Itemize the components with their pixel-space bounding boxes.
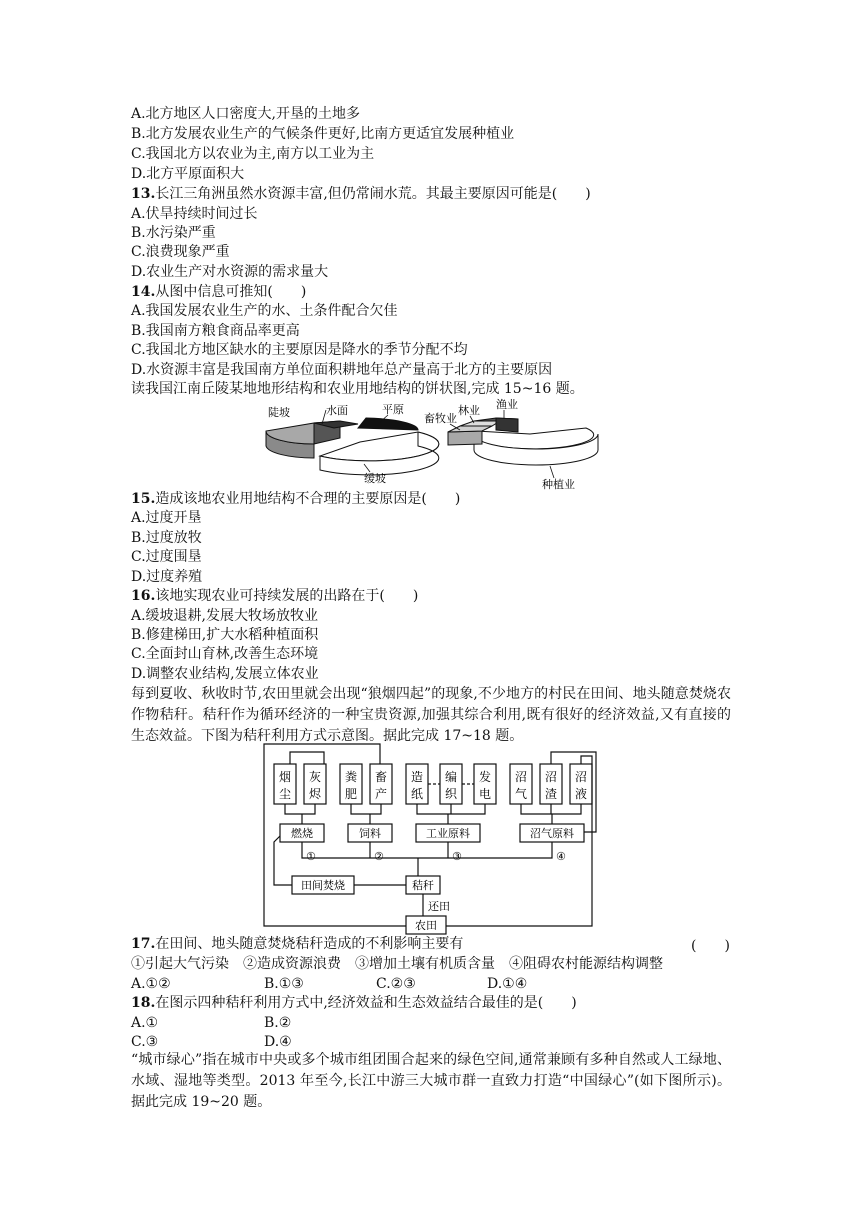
box-smoke-dust-1: 烟 bbox=[278, 770, 292, 784]
intro-19-20: “城市绿心”指在城市中央或多个城市组团围合起来的绿色空间,通常兼顾有多种自然或人工绿地、水域、湿地等类型。2013 年至今,长江中游三大城市群一直致力打造“中国绿心”(如下图所示)。据此完成 19~20 题。 bbox=[131, 1052, 731, 1110]
box-straw-label: 秸秆 bbox=[412, 879, 434, 892]
intro-17-18: 每到夏收、秋收时节,农田里就会出现“狼烟四起”的现象,不少地方的村民在田间、地头随意焚烧农作物秸秆。秸秆作为循环经济的一种宝贵资源,加强其综合利用,既有很好的经济效益,又有直接的生态效益。下图为秸秆利用方式示意图。据此完成 17~18 题。 bbox=[131, 686, 731, 744]
pie-slice-animal bbox=[448, 431, 482, 445]
q13-option-a: A.伏旱持续时间过长 bbox=[131, 206, 258, 222]
box-power-1: 发 bbox=[478, 770, 492, 784]
label-gentle-slope: 缓坡 bbox=[364, 472, 386, 485]
q13-stem: 长江三角洲虽然水资源丰富,但仍常闹水荒。其最主要原因可能是( ) bbox=[155, 186, 591, 202]
q15-option-d: D.过度养殖 bbox=[131, 569, 203, 585]
box-smoke-dust-2: 尘 bbox=[278, 787, 292, 801]
pie-slice-forest bbox=[460, 421, 500, 426]
pie-slice-plain bbox=[358, 418, 418, 430]
pie-charts-figure bbox=[260, 398, 620, 490]
q16-option-c: C.全面封山育林,改善生态环境 bbox=[131, 646, 319, 662]
box-weaving-1: 编 bbox=[444, 770, 458, 784]
label-plain: 平原 bbox=[382, 403, 404, 416]
box-farmland-label: 农田 bbox=[415, 919, 437, 932]
q17-stem-line bbox=[131, 935, 463, 953]
q15-option-b: B.过度放牧 bbox=[131, 530, 202, 546]
label-water: 水面 bbox=[326, 404, 348, 417]
box-ash-2: 烬 bbox=[308, 787, 322, 801]
branch-number-4: ④ bbox=[556, 850, 566, 863]
box-biogas-residue-1: 沼 bbox=[544, 770, 558, 784]
q15-option-c: C.过度围垦 bbox=[131, 549, 202, 565]
box-burning-label: 燃烧 bbox=[291, 827, 313, 840]
branch-number-1: ① bbox=[306, 850, 316, 863]
q13-option-c: C.浪费现象严重 bbox=[131, 244, 230, 260]
q14-number: 14. bbox=[131, 284, 156, 300]
box-biogas-2: 气 bbox=[514, 787, 528, 801]
box-biogas-slurry-1: 沼 bbox=[574, 770, 588, 784]
box-field-burning-label: 田间焚烧 bbox=[301, 879, 345, 892]
q12-option-a: A.北方地区人口密度大,开垦的土地多 bbox=[131, 106, 361, 122]
q15-stem-line bbox=[131, 490, 460, 508]
box-weaving-2: 织 bbox=[444, 787, 458, 801]
box-power-2: 电 bbox=[478, 787, 492, 801]
q18-number: 18. bbox=[131, 995, 156, 1011]
q14-option-a: A.我国发展农业生产的水、土条件配合欠佳 bbox=[131, 303, 398, 319]
q16-option-b: B.修建梯田,扩大水稻种植面积 bbox=[131, 627, 319, 643]
q13-option-b: B.水污染严重 bbox=[131, 225, 216, 241]
q15-number: 15. bbox=[131, 491, 156, 507]
q17-statements: ①引起大气污染 ②造成资源浪费 ③增加土壤有机质含量 ④阻碍农村能源结构调整 bbox=[131, 956, 663, 972]
q14-option-d: D.水资源丰富是我国南方单位面积耕地年总产量高于北方的主要原因 bbox=[131, 362, 553, 378]
q17-answer-paren: ( ) bbox=[691, 938, 730, 954]
branch-number-3: ③ bbox=[452, 850, 462, 863]
box-industrial-material-label: 工业原料 bbox=[426, 827, 470, 840]
straw-flowchart bbox=[260, 740, 600, 938]
label-steep-slope: 陡坡 bbox=[268, 406, 290, 419]
q14-option-b: B.我国南方粮食商品率更高 bbox=[131, 323, 300, 339]
q18-option-b: B.② bbox=[264, 1015, 292, 1031]
q16-option-a: A.缓坡退耕,发展大牧场放牧业 bbox=[131, 608, 319, 624]
box-manure-1: 粪 bbox=[344, 770, 358, 784]
q13-option-d: D.农业生产对水资源的需求量大 bbox=[131, 264, 329, 280]
label-crop: 种植业 bbox=[542, 478, 575, 490]
label-forest: 林业 bbox=[458, 404, 480, 417]
q16-option-d: D.调整农业结构,发展立体农业 bbox=[131, 666, 319, 682]
intro-15-16: 读我国江南丘陵某地地形结构和农业用地结构的饼状图,完成 15~16 题。 bbox=[131, 381, 584, 397]
q16-stem: 该地实现农业可持续发展的出路在于( ) bbox=[155, 588, 419, 604]
label-animal: 畜牧业 bbox=[424, 412, 457, 425]
q12-option-d: D.北方平原面积大 bbox=[131, 166, 245, 182]
box-biogas-residue-2: 渣 bbox=[544, 787, 558, 801]
box-biogas-slurry-2: 液 bbox=[574, 787, 588, 801]
q18-option-a: A.① bbox=[131, 1015, 159, 1031]
box-livestock-2: 产 bbox=[374, 787, 388, 801]
box-livestock-1: 畜 bbox=[374, 770, 388, 784]
q15-stem: 造成该地农业用地结构不合理的主要原因是( ) bbox=[155, 491, 461, 507]
q16-stem-line bbox=[131, 587, 418, 605]
q17-option-a: A.①② bbox=[131, 976, 171, 992]
box-biogas-material-label: 沼气原料 bbox=[530, 827, 574, 840]
q18-option-d: D.④ bbox=[264, 1034, 292, 1050]
q14-option-c: C.我国北方地区缺水的主要原因是降水的季节分配不均 bbox=[131, 342, 468, 358]
q14-stem: 从图中信息可推知( ) bbox=[155, 284, 307, 300]
q12-option-c: C.我国北方以农业为主,南方以工业为主 bbox=[131, 146, 375, 162]
box-ash-1: 灰 bbox=[308, 770, 322, 784]
label-fish: 渔业 bbox=[496, 398, 518, 411]
return-to-field-label: 还田 bbox=[428, 900, 450, 913]
q18-stem-line bbox=[131, 994, 577, 1012]
q13-stem-line bbox=[131, 185, 591, 203]
q17-number: 17. bbox=[131, 936, 156, 952]
q16-number: 16. bbox=[131, 588, 156, 604]
q13-number: 13. bbox=[131, 186, 156, 202]
q17-option-b: B.①③ bbox=[264, 976, 304, 992]
box-manure-2: 肥 bbox=[344, 787, 358, 801]
branch-number-2: ② bbox=[374, 850, 384, 863]
q12-option-b: B.北方发展农业生产的气候条件更好,比南方更适宜发展种植业 bbox=[131, 126, 515, 142]
box-feed-label: 饲料 bbox=[359, 827, 381, 840]
q18-option-c: C.③ bbox=[131, 1034, 159, 1050]
q17-stem: 在田间、地头随意焚烧秸秆造成的不利影响主要有 bbox=[155, 936, 464, 952]
box-papermaking-1: 造 bbox=[410, 770, 424, 784]
landuse-pie bbox=[424, 398, 598, 490]
box-biogas-1: 沼 bbox=[514, 770, 528, 784]
box-papermaking-2: 纸 bbox=[410, 787, 424, 801]
q17-option-c: C.②③ bbox=[376, 976, 416, 992]
q18-stem: 在图示四种秸秆利用方式中,经济效益和生态效益结合最佳的是( ) bbox=[155, 995, 577, 1011]
terrain-pie bbox=[266, 403, 439, 485]
q15-option-a: A.过度开垦 bbox=[131, 510, 202, 526]
q14-stem-line bbox=[131, 283, 306, 301]
q17-option-d: D.①④ bbox=[487, 976, 528, 992]
